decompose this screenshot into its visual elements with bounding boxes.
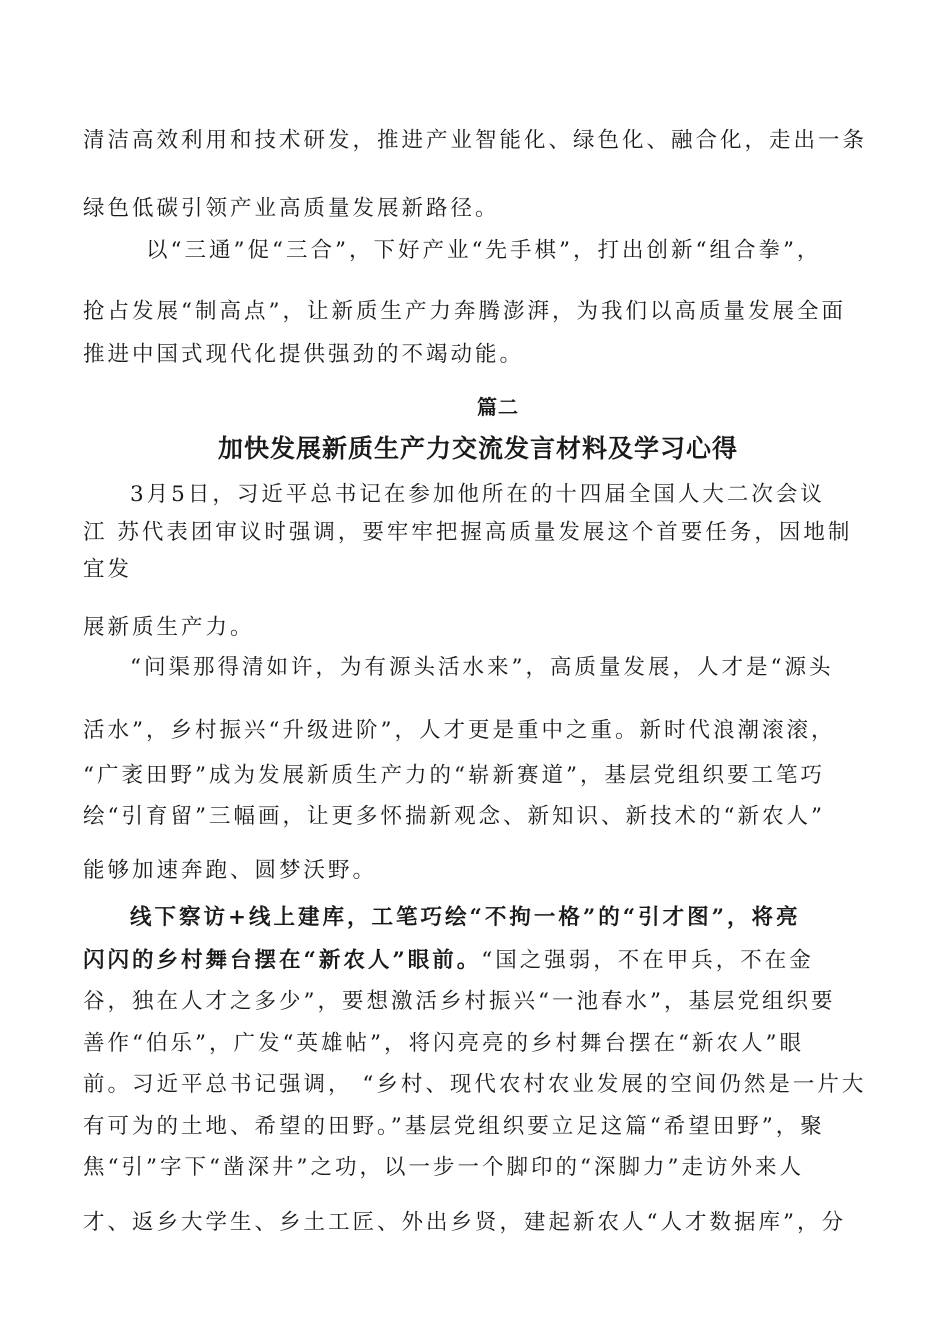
body-line: 谷，独在人才之多少”，要想激活乡村振兴“一池春水”，基层党组织要 bbox=[83, 989, 836, 1014]
body-line: 善作“伯乐”，广发“英雄帖”，将闪亮亮的乡村舞台摆在“新农人”眼 bbox=[83, 1031, 804, 1056]
body-line: 绿色低碳引领产业高质量发展新路径。 bbox=[83, 196, 500, 221]
emphasis-line: 线下察访+线上建库，工笔巧绘“不拘一格”的“引才图”，将亮 bbox=[130, 905, 801, 930]
body-line: 有可为的土地、希望的田野。”基层党组织要立足这篇“希望田野”，聚 bbox=[83, 1114, 825, 1139]
body-line: “广袤田野”成为发展新质生产力的“崭新赛道”，基层党组织要工笔巧 bbox=[83, 763, 825, 788]
body-line: 宜发 bbox=[83, 557, 133, 582]
section-label: 篇二 bbox=[477, 395, 519, 419]
body-text: “国之强弱，不在甲兵，不在金 bbox=[481, 948, 814, 973]
body-line: 绘“引育留”三幅画，让更多怀揣新观念、新知识、新技术的“新农人” bbox=[83, 804, 825, 829]
document-title: 加快发展新质生产力交流发言材料及学习心得 bbox=[218, 434, 739, 463]
body-line: 焦“引”字下“凿深井”之功，以一步一个脚印的“深脚力”走访外来人 bbox=[83, 1155, 804, 1180]
body-line: 才、返乡大学生、乡土工匠、外出乡贤，建起新农人“人才数据库”，分 bbox=[83, 1210, 846, 1235]
body-line: 以“三通”促“三合”，下好产业“先手棋”，打出创新“组合拳”， bbox=[146, 238, 822, 263]
mixed-line bbox=[83, 950, 814, 972]
body-line: 江 苏代表团审议时强调，要牢牢把握高质量发展这个首要任务，因地制 bbox=[83, 520, 853, 545]
body-line: 清洁高效利用和技术研发，推进产业智能化、绿色化、融合化，走出一条 bbox=[83, 128, 868, 153]
body-line: 展新质生产力。 bbox=[83, 615, 255, 640]
body-line: 能够加速奔跑、圆梦沃野。 bbox=[83, 858, 378, 883]
body-line: 活水”，乡村振兴“升级进阶”，人才更是重中之重。新时代浪潮滚滚， bbox=[83, 718, 836, 743]
emphasis-text: 闪闪的乡村舞台摆在“新农人”眼前。 bbox=[83, 948, 482, 973]
body-line: “问渠那得清如许，为有源头活水来”，高质量发展，人才是“源头 bbox=[130, 655, 834, 680]
body-line: 推进中国式现代化提供强劲的不竭动能。 bbox=[83, 342, 525, 367]
body-line: 抢占发展“制高点”，让新质生产力奔腾澎湃，为我们以高质量发展全面 bbox=[83, 299, 846, 324]
body-line: 前。习近平总书记强调， “乡村、现代农村农业发展的空间仍然是一片大 bbox=[83, 1072, 867, 1097]
body-line: 3月5日，习近平总书记在参加他所在的十四届全国人大二次会议 bbox=[130, 482, 825, 507]
